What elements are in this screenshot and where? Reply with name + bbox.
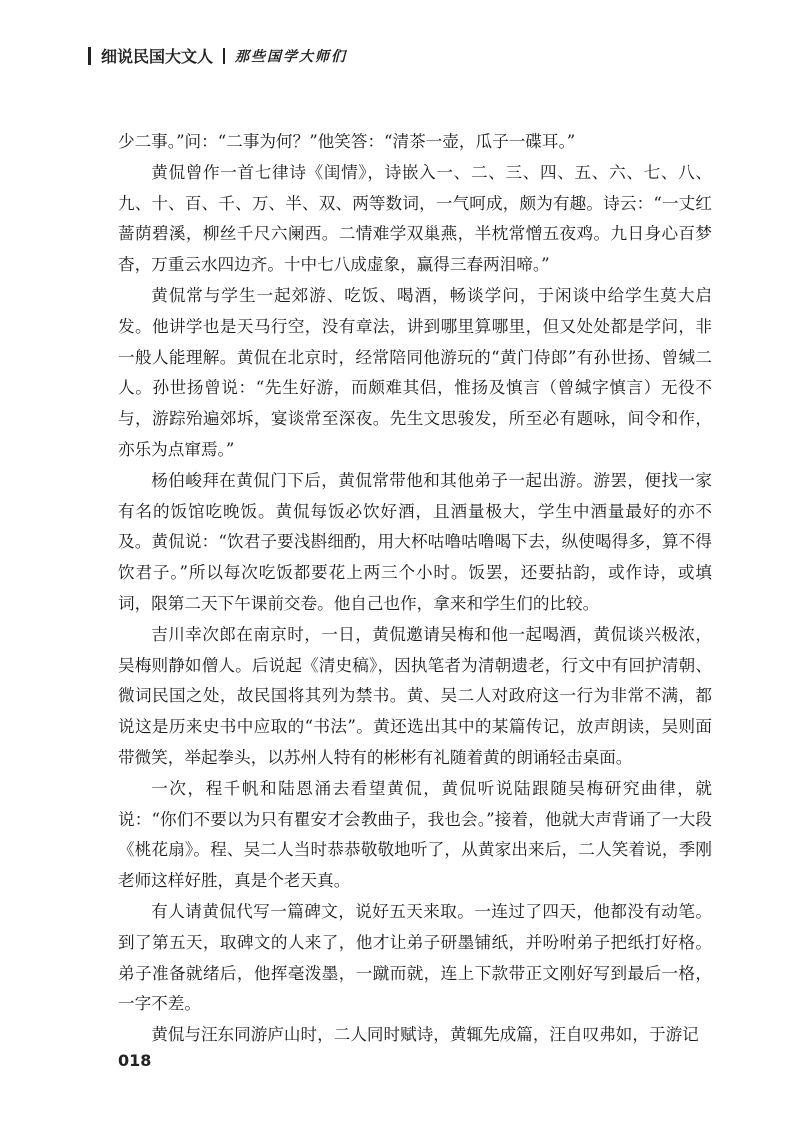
paragraph: 一次，程千帆和陆恩涌去看望黄侃，黄侃听说陆跟随吴梅研究曲律，就说：“你们不要以为只有瞿安才会教曲子，我也会。”接着，他就大声背诵了一大段《桃花扇》。程、吴二人当时恭恭敬敬地听了，从黄家出来后，二人笑着说，季刚老师这样好胜，真是个老天真。 xyxy=(118,778,712,891)
body-text xyxy=(118,127,712,1051)
paragraph: 黄侃曾作一首七律诗《闺情》，诗嵌入一、二、三、四、五、六、七、八、九、十、百、千、万、半、双、两等数词，一气呵成，颇为有趣。诗云：“一丈红蔷荫碧溪，柳丝千尺六阑西。二情难学双巢燕，半枕常憎五夜鸡。九日身心百梦杳，万重云水四边齐。十中七八成虚象，赢得三春两泪啼。” xyxy=(118,162,712,275)
header-separator xyxy=(223,48,225,64)
book-title: 细说民国大文人 xyxy=(101,47,214,66)
running-header xyxy=(88,44,347,67)
paragraph: 吉川幸次郎在南京时，一日，黄侃邀请吴梅和他一起喝酒，黄侃谈兴极浓，吴梅则静如僧人。后说起《清史稿》，因执笔者为清朝遗老，行文中有回护清朝、微词民国之处，故民国将其列为禁书。黄、吴二人对政府这一行为非常不满，都说这是历来史书中应取的“书法”。黄还选出其中的某篇传记，放声朗读，吴则面带微笑，举起拳头，以苏州人特有的彬彬有礼随着黄的朗诵轻击桌面。 xyxy=(118,624,712,767)
paragraph: 黄侃常与学生一起郊游、吃饭、喝酒，畅谈学问，于闲谈中给学生莫大启发。他讲学也是天马行空，没有章法，讲到哪里算哪里，但又处处都是学问，非一般人能理解。黄侃在北京时，经常陪同他游玩的“黄门侍郎”有孙世扬、曾缄二人。孙世扬曾说：“先生好游，而颇难其侣，惟扬及慎言（曾缄字慎言）无役不与，游踪殆遍郊坼，宴谈常至深夜。先生文思骏发，所至必有题咏，间令和作，亦乐为点窜焉。” xyxy=(118,285,712,459)
paragraph: 杨伯峻拜在黄侃门下后，黄侃常带他和其他弟子一起出游。游罢，便找一家有名的饭馆吃晚饭。黄侃每饭必饮好酒，且酒量极大，学生中酒量最好的亦不及。黄侃说：“饮君子要浅斟细酌，用大杯咕噜咕噜喝下去，纵使喝得多，算不得饮君子。”所以每次吃饭都要花上两三个小时。饭罢，还要拈韵，或作诗，或填词，限第二天下午课前交卷。他自己也作，拿来和学生们的比较。 xyxy=(118,470,712,613)
paragraph: 有人请黄侃代写一篇碑文，说好五天来取。一连过了四天，他都没有动笔。到了第五天，取碑文的人来了，他才让弟子研墨铺纸，并吩咐弟子把纸打好格。弟子准备就绪后，他挥毫泼墨，一蹴而就，连上下款带正文刚好写到最后一格，一字不差。 xyxy=(118,901,712,1014)
paragraph: 黄侃与汪东同游庐山时，二人同时赋诗，黄辄先成篇，汪自叹弗如，于游记 xyxy=(151,1025,699,1045)
header-left-rule xyxy=(88,47,91,65)
paragraph-continued: 少二事。”问：“二事为何？”他笑答：“清茶一壶，瓜子一碟耳。” xyxy=(118,132,576,151)
page-number: 018 xyxy=(118,1051,152,1070)
series-title: 那些国学大师们 xyxy=(235,48,348,65)
